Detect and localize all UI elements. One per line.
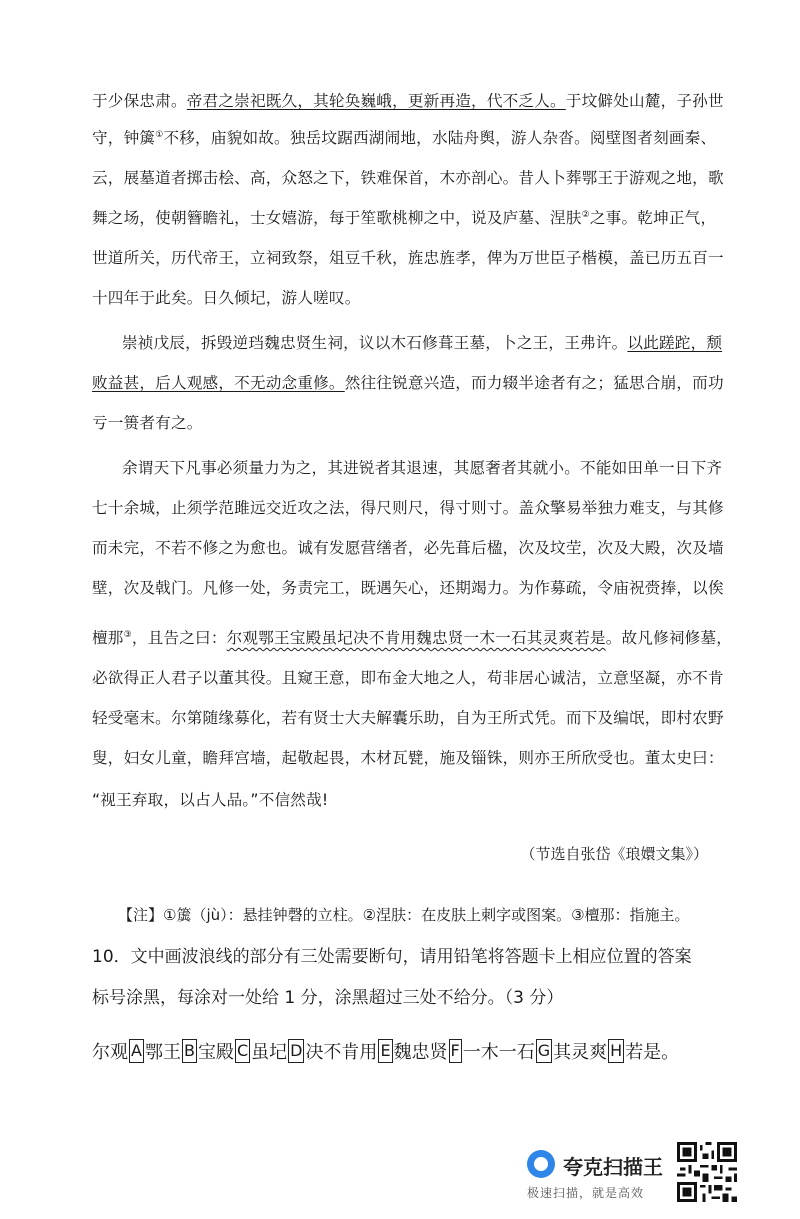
wavy-underlined-passage: 尔观鄂王宝殿虽圮决不肯用魏忠贤一木一石其灵爽若是 [226, 629, 606, 647]
text-line: 世道所关，历代帝王，立祠致祭，俎豆千秋，旌忠旌孝，俾为万世臣子楷模，盖已历五百一 [92, 249, 724, 267]
footnotes: 【注】①簴（jù）：悬挂钟磬的立柱。②涅肤：在皮肤上刺字或图案。③檀那：指施主。 [118, 906, 690, 924]
answer-options: 尔观 A 鄂王 B 宝殿 C 虽圮 D 决不肯用 E 魏忠贤 F 一木一石 G 其灵爽 H 若是。 [92, 1041, 680, 1063]
option-box-a[interactable]: A [129, 1039, 144, 1063]
text-line: 崇祯戊辰，拆毁逆珰魏忠贤生祠，议以木石修葺王墓，卜之王，王弗许。以此蹉跎，颓 [122, 334, 723, 352]
option-box-f[interactable]: F [449, 1039, 462, 1063]
option-box-b[interactable]: B [182, 1039, 197, 1063]
text-line: 余谓天下凡事必须量力为之，其进锐者其退速，其愿奢者其就小。不能如田单一日下齐 [122, 459, 723, 477]
footnote-marker: ③ [123, 629, 132, 640]
text-line: 壁，次及戟门。凡修一处，务责完工，既遇矢心，还期竭力。为作募疏，令庙祝赍捧，以俟 [92, 579, 724, 597]
text-line: 七十余城，止须学范雎远交近攻之法，得尺则尺，得寸则寸。盖众擎易举独力难支，与其修 [92, 499, 724, 517]
text-line: 云，展墓道者掷击桧、高，众怒之下，铁难保首，木亦剖心。昔人卜葬鄂王于游观之地，歌 [92, 169, 724, 187]
source-citation: （节选自张岱《琅嬛文集》） [520, 845, 708, 863]
text-line: 于少保忠肃。帝君之崇祀既久，其轮奂巍峨，更新再造，代不乏人。于坟僻处山麓，子孙世 [92, 92, 724, 110]
option-box-c[interactable]: C [235, 1039, 250, 1063]
watermark-title: 夸克扫描王 [563, 1155, 663, 1179]
option-box-e[interactable]: E [378, 1039, 392, 1063]
text-line: “视王弃取，以占人品。”不信然哉! [92, 791, 329, 809]
text-line: 而未完，不若不修之为愈也。诚有发愿营缮者，必先葺后楹，次及坟茔，次及大殿，次及墙 [92, 539, 724, 557]
watermark-slogan: 极速扫描，就是高效 [527, 1186, 645, 1200]
text-line: 檀那③，且告之曰：尔观鄂王宝殿虽圮决不肯用魏忠贤一木一石其灵爽若是。故凡修祠修墓， [92, 629, 733, 647]
scanner-watermark [527, 1150, 667, 1200]
text-line: 亏一篑者有之。 [92, 414, 203, 432]
qr-code-icon [677, 1142, 737, 1202]
text-line: 败益甚，后人观感，不无动念重修。然往往锐意兴造，而力辍半途者有之；猛思合崩，而功 [92, 374, 724, 392]
text-line: 守，钟簴①不移，庙貌如故。独岳坟踞西湖闹地，水陆舟舆，游人杂沓。阅壁图者刻画秦、 [92, 129, 717, 147]
option-box-d[interactable]: D [288, 1039, 304, 1063]
text-line: 舞之场，使朝簪瞻礼，士女嬉游，每于笙歌桃柳之中，说及庐墓、涅肤②之事。乾坤正气， [92, 209, 717, 227]
footnote-marker: ② [581, 209, 590, 220]
option-box-g[interactable]: G [536, 1039, 552, 1063]
option-box-h[interactable]: H [608, 1039, 624, 1063]
question-text: 10．文中画波浪线的部分有三处需要断句，请用铅笔将答题卡上相应位置的答案 [92, 947, 692, 967]
text-line: 叟，妇女儿童，瞻拜宫墙，起敬起畏，木材瓦甓，施及锱铢，则亦王所欣受也。董太史曰： [92, 749, 724, 767]
footnote-marker: ① [155, 129, 164, 140]
text-line: 必欲得正人君子以董其役。且窥王意，即布金大地之人，苟非居心诚洁，立意坚凝，亦不肯 [92, 669, 724, 687]
app-logo-icon [527, 1150, 555, 1178]
question-text: 标号涂黑，每涂对一处给 1 分，涂黑超过三处不给分。（3 分） [92, 988, 564, 1008]
text-line: 轻受毫末。尔第随缘募化，若有贤士大夫解囊乐助，自为王所式凭。而下及编氓，即村农野 [92, 709, 724, 727]
text-line: 十四年于此矣。日久倾圮，游人嗟叹。 [92, 289, 361, 307]
